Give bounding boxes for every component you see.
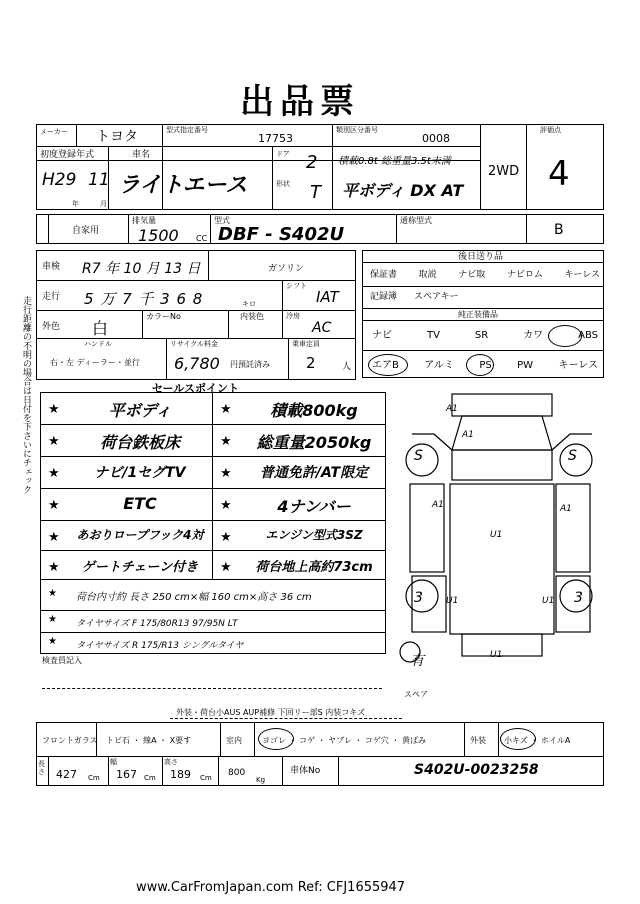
star-icon: ★ xyxy=(220,530,232,545)
height-value: 189 xyxy=(170,768,191,781)
diagram-mark: A1 xyxy=(432,500,444,510)
diagram-mark: U1 xyxy=(446,596,459,606)
diagram-mark: A1 xyxy=(462,430,474,440)
footer-ref: www.CarFromJapan.com Ref: CFJ1655947 xyxy=(136,880,406,895)
cc-unit: CC xyxy=(196,234,208,243)
color-value: 白 xyxy=(92,319,109,338)
doors-label: ドア xyxy=(276,150,290,158)
interior-cond-label: 室内 xyxy=(226,736,242,745)
grade-value: 4 xyxy=(548,154,570,194)
cab-roof xyxy=(452,450,552,480)
star-icon: ★ xyxy=(220,498,232,513)
doc-navi-manual: ナビ取 xyxy=(458,270,486,280)
equip-sr: SR xyxy=(474,330,489,341)
tire-rear: タイヤサイズ R 175/R13 シングルタイヤ xyxy=(76,641,244,651)
equip-ps: PS xyxy=(479,360,492,371)
year-value: H29 xyxy=(42,170,77,190)
doors-value: 2 xyxy=(306,152,318,173)
stain-circle xyxy=(258,728,294,750)
capacity-value: 積載0.8t 総重量3.5t未満 xyxy=(338,156,451,167)
sales-point-right: 積載800kg xyxy=(270,401,358,420)
star-icon: ★ xyxy=(48,466,60,481)
width-unit: Cm xyxy=(144,774,156,782)
diagram-mark: U1 xyxy=(490,530,503,540)
chassis-label: 車体No xyxy=(290,766,321,776)
b-label: B xyxy=(554,222,564,238)
star-icon: ★ xyxy=(220,466,232,481)
car-name-value: ライトエース xyxy=(118,173,248,198)
right-gate xyxy=(556,484,590,572)
star-icon: ★ xyxy=(48,498,60,513)
displacement-label: 排気量 xyxy=(132,216,156,225)
doc-spare-key: スペアキー xyxy=(414,292,459,302)
category-label: 類別区分番号 xyxy=(336,126,378,134)
shape-value: T xyxy=(310,182,321,203)
exterior-label: 外装 xyxy=(470,736,486,745)
sales-point-left: あおりロープフック4対 xyxy=(76,528,204,542)
cargo-bed xyxy=(450,484,554,634)
seats-unit: 人 xyxy=(342,362,352,372)
fuel-value: ガソリン xyxy=(268,264,305,274)
displacement-value: 1500 xyxy=(138,226,179,245)
model-code-label: 型式指定番号 xyxy=(166,126,208,134)
doc-manual: 取説 xyxy=(418,270,437,280)
shape-label: 形状 xyxy=(276,180,290,188)
star-icon: ★ xyxy=(220,560,232,575)
shaken-value: R7 年 10 月 13 日 xyxy=(82,261,201,277)
inspector-line xyxy=(42,688,382,689)
color-no-label: カラーNo xyxy=(146,312,181,321)
windshield-label: フロントガラス xyxy=(42,736,98,745)
star-icon: ★ xyxy=(48,636,57,647)
chassis-value: S402U-0023258 xyxy=(414,762,539,778)
use-value: 自家用 xyxy=(72,226,100,236)
type-value: DBF - S402U xyxy=(218,224,345,245)
category-value: 0008 xyxy=(422,132,450,145)
shift-label: シフト xyxy=(286,282,307,290)
sales-point-left: 荷台鉄板床 xyxy=(99,433,180,452)
car-name-label: 車名 xyxy=(132,150,151,160)
equip-pw: PW xyxy=(517,360,534,371)
year-unit: 年 xyxy=(72,200,79,208)
type-label: 型式 xyxy=(214,216,230,225)
diagram-mark: A1 xyxy=(446,404,458,414)
sales-point-left: ETC xyxy=(123,494,157,513)
doc-record: 記録簿 xyxy=(370,292,398,302)
diagram-mark: 3 xyxy=(574,590,583,606)
width-value: 167 xyxy=(116,768,137,781)
equip-abs: ABS xyxy=(578,330,598,341)
front-bumper xyxy=(452,394,552,416)
interior-label: 内装色 xyxy=(240,312,264,321)
sales-point-left: ナビ/1セグTV xyxy=(94,465,186,481)
equip-navi: ナビ xyxy=(372,330,392,341)
windshield-value: トビ石 ・ 線A ・ X要す xyxy=(106,736,192,745)
length-value: 427 xyxy=(56,768,77,781)
docs-title: 後日送り品 xyxy=(458,252,504,262)
star-icon: ★ xyxy=(48,530,60,545)
pass-label: 通称型式 xyxy=(400,216,432,225)
equip-alloy: アルミ xyxy=(424,360,454,371)
diagram-mark: U1 xyxy=(490,650,503,660)
diagram-mark: U1 xyxy=(542,596,555,606)
doc-navi-rom: ナビロム xyxy=(506,270,543,280)
height-unit: Cm xyxy=(200,774,212,782)
scratch-circle xyxy=(500,728,536,750)
equip-tv: TV xyxy=(426,330,440,341)
height-label: 高さ xyxy=(164,758,178,766)
grade-label: 評価点 xyxy=(540,126,561,134)
side-note: 走行距離の不明の場合は日付を下さいにチェック xyxy=(21,296,31,494)
handle-value: 右・左 ディーラー・並行 xyxy=(50,358,140,367)
maker-label: メーカー xyxy=(40,128,68,136)
diagram-mark: S xyxy=(568,448,577,464)
spare-label: スペア xyxy=(404,690,428,699)
ac-label: 冷房 xyxy=(286,312,300,320)
shaken-label: 車検 xyxy=(42,262,61,272)
mileage-value: 5 万 7 千 3 6 8 xyxy=(84,290,204,308)
ac-value: AC xyxy=(312,320,332,336)
right-rear-gate xyxy=(556,576,590,632)
recycle-note: 円預託済み xyxy=(230,360,270,369)
sales-point-right: エンジン型式3SZ xyxy=(265,528,363,542)
recycle-value: 6,780 xyxy=(174,354,220,373)
length-label: 長さ xyxy=(38,760,45,776)
month-unit: 月 xyxy=(100,200,107,208)
maker-value: トヨタ xyxy=(96,129,138,145)
doc-warranty: 保証書 xyxy=(370,270,398,280)
equip-airbag: エアB xyxy=(372,360,399,371)
diagram-mark: 3 xyxy=(414,590,423,606)
star-icon: ★ xyxy=(48,402,60,417)
km-unit: キロ xyxy=(242,300,256,308)
width-label: 幅 xyxy=(110,758,117,766)
model-code-value: 17753 xyxy=(258,132,293,145)
star-icon: ★ xyxy=(48,614,57,625)
first-reg-label: 初度登録年式 xyxy=(40,150,95,160)
weight-unit: Kg xyxy=(256,776,266,784)
airbag-circle xyxy=(368,354,408,376)
drive-value: 2WD xyxy=(488,164,520,179)
abs-circle xyxy=(548,325,582,347)
left-gate xyxy=(410,484,444,572)
ps-circle xyxy=(466,354,494,376)
doc-keyless: キーレス xyxy=(564,270,600,280)
handle-label: ハンドル xyxy=(84,340,112,348)
weight-value: 800 xyxy=(228,768,246,778)
equip-title: 純正装備品 xyxy=(458,310,498,319)
mileage-label: 走行 xyxy=(42,292,61,302)
diagram-mark: S xyxy=(414,448,423,464)
docs-row xyxy=(370,270,600,280)
diagram-mark: 有 xyxy=(410,653,424,669)
sales-point-right: 普通免許/AT限定 xyxy=(259,465,369,481)
star-icon: ★ xyxy=(220,434,232,449)
inspection-note: 外装・荷台小AUS AUP補修 下回リー部S 内装コキズ xyxy=(176,708,366,717)
month-value: 11 xyxy=(88,170,110,190)
star-icon: ★ xyxy=(220,402,232,417)
color-label: 外色 xyxy=(42,322,61,332)
sales-point-left: ゲートチェーン付き xyxy=(81,560,199,575)
length-unit: Cm xyxy=(88,774,100,782)
sales-title: セールスポイント xyxy=(152,382,240,395)
star-icon: ★ xyxy=(48,588,57,599)
sales-point-right: 4ナンバー xyxy=(277,497,351,516)
equip-keyless2: キーレス xyxy=(558,360,598,371)
sheet-title: 出品票 xyxy=(240,82,360,122)
sales-point-right: 荷台地上高約73cm xyxy=(255,560,373,575)
exterior-value: 小キズ ・ ホイルA xyxy=(504,736,571,745)
sales-point-right: 総重量2050kg xyxy=(256,433,372,452)
sales-point-left: 平ボディ xyxy=(108,401,172,420)
cargo-dimensions: 荷台内寸約 長さ 250 cm×幅 160 cm×高さ 36 cm xyxy=(76,592,312,603)
equip-leather: カワ xyxy=(523,330,544,341)
interior-cond-value: ヨゴレ ・ コゲ ・ ヤブレ ・ コゲ穴 ・ 黄ばみ xyxy=(262,736,427,745)
diagram-mark: A1 xyxy=(560,504,572,514)
star-icon: ★ xyxy=(48,560,60,575)
inspector-label: 検査員記入 xyxy=(42,656,82,665)
recycle-label: リサイクル料金 xyxy=(170,340,219,348)
shift-value: IAT xyxy=(316,288,339,306)
tire-front: タイヤサイズ F 175/80R13 97/95N LT xyxy=(76,619,238,629)
star-icon: ★ xyxy=(48,434,60,449)
seats-value: 2 xyxy=(306,354,316,372)
seats-label: 乗車定員 xyxy=(292,340,320,348)
body-value: 平ボディ DX AT xyxy=(342,181,464,200)
